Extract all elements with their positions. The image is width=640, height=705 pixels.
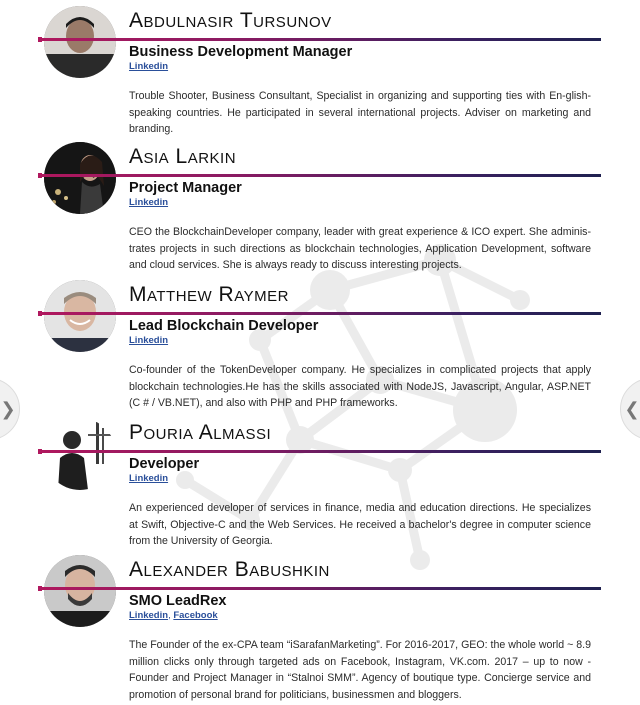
divider-accent: [38, 173, 42, 178]
divider-line: [38, 174, 601, 177]
facebook-link[interactable]: Facebook: [173, 610, 218, 621]
social-links: [129, 61, 168, 73]
link-separator: ,: [168, 610, 174, 621]
divider-line: [38, 38, 601, 41]
social-links: [129, 197, 168, 209]
avatar: [44, 555, 116, 627]
social-links: [129, 610, 218, 622]
divider-accent: [38, 311, 42, 316]
avatar: [44, 418, 116, 490]
member-role: SMO LeadRex: [129, 593, 227, 609]
social-links: [129, 335, 168, 347]
member-name: Pouria Almassi: [129, 421, 272, 444]
avatar: [44, 6, 116, 78]
member-bio: The Founder of the ex-CPA team “iSarafanMarketing”. For 2016-2017, GEO: the whole world ~ 8.9 million clicks only through targeted ads on Facebook, Instagram, VK.com. 2017 – up to now - Founder and Project Manager in “Stalnoi SMM”. Agency of boutique type. Concierge service and promotion of personal brand for politicians, businessmen and bloggers.: [129, 639, 591, 701]
avatar: [44, 280, 116, 352]
member-name: Matthew Raymer: [129, 283, 289, 306]
linkedin-link[interactable]: Linkedin: [129, 197, 169, 208]
divider-accent: [38, 449, 42, 454]
chevron-right-icon: ❯: [0, 398, 16, 420]
member-role: Lead Blockchain Developer: [129, 318, 319, 334]
divider-line: [38, 450, 601, 453]
member-bio: An experienced developer of services in finance, media and education directions. He specializes at Swift, Objective-C and the Web Services. He received a bachelor's degree in computer science from the University of Georgia.: [129, 502, 591, 547]
divider-line: [38, 312, 601, 315]
linkedin-link[interactable]: Linkedin: [129, 61, 169, 72]
member-name: Asia Larkin: [129, 145, 237, 168]
member-role: Project Manager: [129, 180, 242, 196]
linkedin-link[interactable]: Linkedin: [129, 610, 169, 621]
linkedin-link[interactable]: Linkedin: [129, 473, 169, 484]
member-bio: Co-founder of the TokenDeveloper company. He specializes in complicated projects that apply blockchain technologies.He has the skills associated with NodeJS, Javascript, Angular, ASP.NET (C # / VB.NET), and also with PHP and PHP frameworks.: [129, 364, 591, 409]
member-role: Developer: [129, 456, 200, 472]
member-name: Alexander Babushkin: [129, 558, 330, 581]
member-bio: CEO the BlockchainDeveloper company, leader with great experience & ICO expert. She adminis-trates projects in such directions as blockchain technologies, Application Development, software and cloud services. She is always ready to discuss interesting projects.: [129, 226, 591, 271]
member-bio: Trouble Shooter, Business Consultant, Specialist in organizing and supporting ties with En-glish-speaking countries. He participated in several international projects. Adviser on marketing and branding.: [129, 90, 591, 135]
divider-accent: [38, 586, 42, 591]
member-role: Business Development Manager: [129, 44, 353, 60]
divider-line: [38, 587, 601, 590]
social-links: [129, 473, 168, 485]
divider-accent: [38, 37, 42, 42]
member-name: Abdulnasir Tursunov: [129, 9, 332, 32]
linkedin-link[interactable]: Linkedin: [129, 335, 169, 346]
avatar: [44, 142, 116, 214]
chevron-left-icon: ❮: [624, 398, 640, 420]
